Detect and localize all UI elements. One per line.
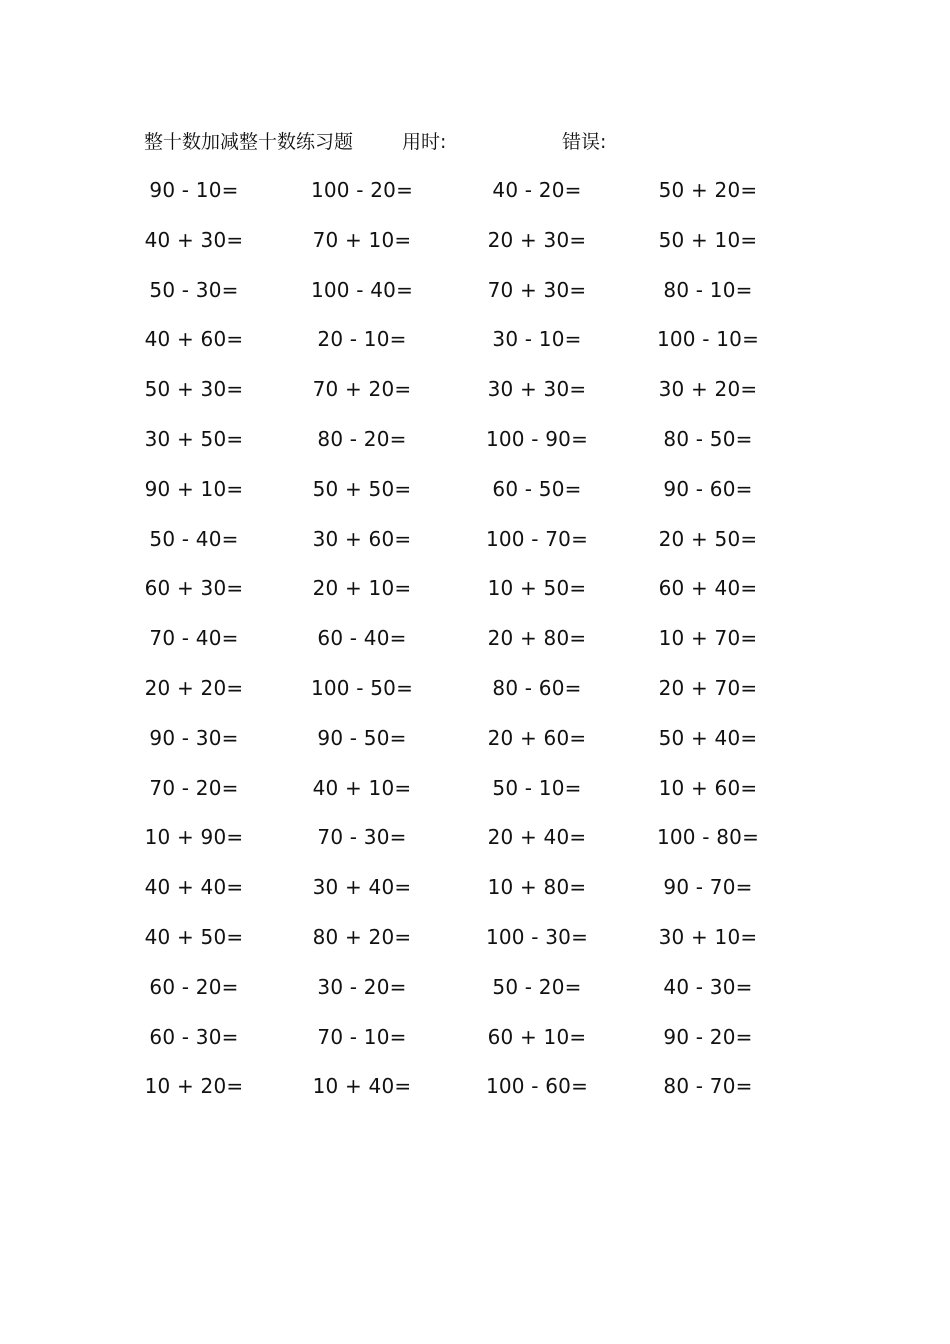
math-problem: 20 + 30= bbox=[487, 227, 587, 252]
problem-row bbox=[0, 423, 950, 473]
math-problem: 20 + 50= bbox=[658, 526, 758, 551]
math-problem: 100 - 80= bbox=[656, 825, 760, 850]
math-problem: 20 + 20= bbox=[144, 675, 244, 700]
math-problem: 20 + 60= bbox=[487, 725, 587, 750]
math-problem: 80 - 60= bbox=[492, 675, 582, 700]
problem-row bbox=[0, 971, 950, 1021]
math-problem: 40 + 30= bbox=[144, 227, 244, 252]
math-problem: 60 - 30= bbox=[149, 1024, 239, 1049]
math-problem: 10 + 80= bbox=[487, 875, 587, 900]
math-problem: 90 - 70= bbox=[663, 875, 753, 900]
math-problem: 50 + 50= bbox=[312, 476, 412, 501]
math-problem: 90 + 10= bbox=[144, 476, 244, 501]
math-problem: 100 - 30= bbox=[485, 924, 589, 949]
problem-row bbox=[0, 572, 950, 622]
math-problem: 10 + 90= bbox=[144, 825, 244, 850]
math-problem: 20 - 10= bbox=[317, 327, 407, 352]
math-problem: 80 - 50= bbox=[663, 426, 753, 451]
problem-row bbox=[0, 523, 950, 573]
math-problem: 10 + 20= bbox=[144, 1074, 244, 1099]
error-label: 错误: bbox=[562, 131, 607, 153]
math-problem: 20 + 10= bbox=[312, 576, 412, 601]
worksheet-header bbox=[0, 127, 950, 157]
math-problem: 100 - 40= bbox=[310, 277, 414, 302]
math-problem: 20 + 40= bbox=[487, 825, 587, 850]
math-problem: 50 - 30= bbox=[149, 277, 239, 302]
math-problem: 60 - 20= bbox=[149, 974, 239, 999]
math-problem: 70 - 10= bbox=[317, 1024, 407, 1049]
math-problem: 70 - 20= bbox=[149, 775, 239, 800]
math-problem: 90 - 30= bbox=[149, 725, 239, 750]
math-problem: 50 + 30= bbox=[144, 377, 244, 402]
math-problem: 80 - 20= bbox=[317, 426, 407, 451]
math-problem: 70 - 30= bbox=[317, 825, 407, 850]
problem-row bbox=[0, 473, 950, 523]
math-problem: 60 + 10= bbox=[487, 1024, 587, 1049]
problem-row bbox=[0, 1021, 950, 1071]
math-problem: 30 + 10= bbox=[658, 924, 758, 949]
math-problem: 30 - 20= bbox=[317, 974, 407, 999]
math-problem: 10 + 70= bbox=[658, 626, 758, 651]
math-problem: 10 + 60= bbox=[658, 775, 758, 800]
math-problem: 100 - 50= bbox=[310, 675, 414, 700]
math-problem: 50 + 10= bbox=[658, 227, 758, 252]
problem-row bbox=[0, 722, 950, 772]
problem-row bbox=[0, 323, 950, 373]
math-problem: 100 - 90= bbox=[485, 426, 589, 451]
math-problem: 100 - 20= bbox=[310, 178, 414, 202]
math-problem: 40 + 60= bbox=[144, 327, 244, 352]
math-problem: 60 + 40= bbox=[658, 576, 758, 601]
math-problem: 60 - 40= bbox=[317, 626, 407, 651]
math-problem: 70 + 10= bbox=[312, 227, 412, 252]
math-problem: 40 - 20= bbox=[492, 178, 582, 202]
problem-row bbox=[0, 622, 950, 672]
math-problem: 90 - 10= bbox=[149, 178, 239, 202]
math-problem: 70 - 40= bbox=[149, 626, 239, 651]
math-problem: 90 - 60= bbox=[663, 476, 753, 501]
math-problem: 60 - 50= bbox=[492, 476, 582, 501]
math-problem: 10 + 50= bbox=[487, 576, 587, 601]
math-problem: 80 - 10= bbox=[663, 277, 753, 302]
worksheet-title: 整十数加减整十数练习题 bbox=[144, 131, 354, 153]
math-problem: 90 - 20= bbox=[663, 1024, 753, 1049]
math-problem: 70 + 20= bbox=[312, 377, 412, 402]
problem-row bbox=[0, 1070, 950, 1120]
math-problem: 80 - 70= bbox=[663, 1074, 753, 1099]
math-problem: 50 + 40= bbox=[658, 725, 758, 750]
math-problem: 90 - 50= bbox=[317, 725, 407, 750]
math-problem: 10 + 40= bbox=[312, 1074, 412, 1099]
math-problem: 100 - 10= bbox=[656, 327, 760, 352]
time-label: 用时: bbox=[402, 131, 447, 153]
math-problem: 80 + 20= bbox=[312, 924, 412, 949]
problem-row bbox=[0, 174, 950, 224]
math-problem: 50 - 10= bbox=[492, 775, 582, 800]
math-problem: 30 - 10= bbox=[492, 327, 582, 352]
math-problem: 40 + 50= bbox=[144, 924, 244, 949]
math-problem: 40 - 30= bbox=[663, 974, 753, 999]
math-problem: 40 + 10= bbox=[312, 775, 412, 800]
problem-row bbox=[0, 772, 950, 822]
math-problem: 100 - 60= bbox=[485, 1074, 589, 1099]
math-problem: 70 + 30= bbox=[487, 277, 587, 302]
math-problem: 30 + 60= bbox=[312, 526, 412, 551]
math-problem: 100 - 70= bbox=[485, 526, 589, 551]
problem-row bbox=[0, 672, 950, 722]
math-problem: 30 + 40= bbox=[312, 875, 412, 900]
problem-row bbox=[0, 274, 950, 324]
problem-row bbox=[0, 871, 950, 921]
problem-grid bbox=[0, 174, 950, 1120]
problem-row bbox=[0, 224, 950, 274]
problem-row bbox=[0, 821, 950, 871]
math-problem: 30 + 50= bbox=[144, 426, 244, 451]
math-problem: 60 + 30= bbox=[144, 576, 244, 601]
math-problem: 20 + 80= bbox=[487, 626, 587, 651]
math-problem: 50 - 20= bbox=[492, 974, 582, 999]
math-problem: 40 + 40= bbox=[144, 875, 244, 900]
math-problem: 50 - 40= bbox=[149, 526, 239, 551]
math-problem: 30 + 20= bbox=[658, 377, 758, 402]
problem-row bbox=[0, 373, 950, 423]
math-problem: 50 + 20= bbox=[658, 178, 758, 202]
math-problem: 20 + 70= bbox=[658, 675, 758, 700]
problem-row bbox=[0, 921, 950, 971]
math-problem: 30 + 30= bbox=[487, 377, 587, 402]
